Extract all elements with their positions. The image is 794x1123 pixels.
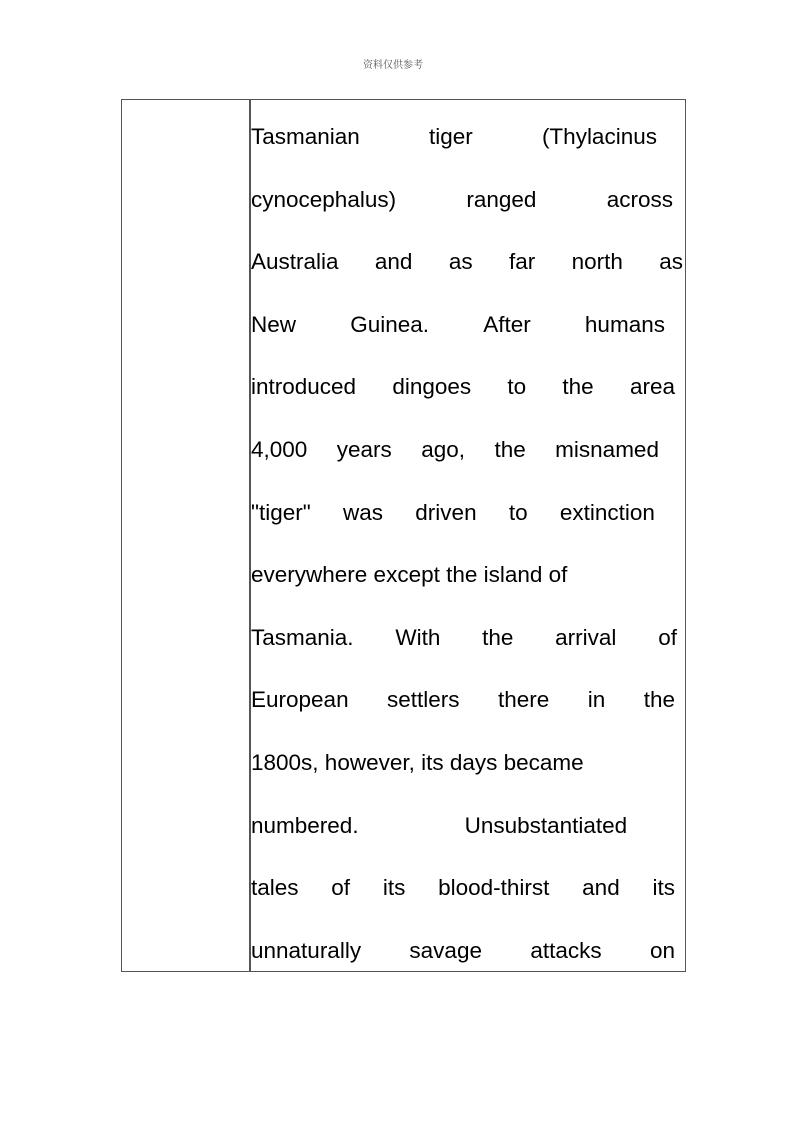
- text-word: misnamed: [555, 437, 659, 462]
- text-word: in: [587, 687, 606, 713]
- text-word: extinction: [559, 499, 655, 525]
- text-word: and: [582, 875, 620, 901]
- text-line: [251, 813, 683, 839]
- text-word: its: [382, 875, 406, 901]
- document-table: [121, 99, 686, 972]
- text-word: introduced: [251, 374, 357, 400]
- text-word: attacks: [530, 937, 602, 963]
- text-word: Unsubstantiated: [464, 812, 628, 838]
- text-line: [251, 875, 675, 901]
- text-line: [251, 312, 665, 338]
- text-line: [251, 500, 655, 526]
- text-line: [251, 687, 675, 713]
- text-word: to: [507, 374, 527, 400]
- text-word: 1800s, however, its days became: [251, 750, 584, 775]
- text-word: Tasmanian: [251, 124, 360, 149]
- table-right-cell: [251, 100, 683, 971]
- text-word: After: [483, 311, 531, 337]
- text-word: as: [659, 249, 683, 275]
- text-word: New: [251, 311, 297, 337]
- text-word: of: [658, 624, 677, 650]
- text-word: dingoes: [392, 374, 472, 400]
- text-word: its: [652, 875, 675, 901]
- text-word: savage: [409, 937, 482, 963]
- text-word: years: [336, 437, 392, 462]
- text-line: [251, 187, 673, 213]
- text-word: driven: [415, 499, 477, 525]
- text-word: as: [448, 249, 473, 275]
- page-header-note: 资料仅供参考: [363, 60, 423, 71]
- text-word: of: [331, 875, 351, 901]
- text-line: [251, 249, 683, 275]
- text-word: Guinea.: [350, 311, 430, 337]
- text-line: [251, 562, 683, 588]
- text-word: was: [343, 499, 384, 525]
- text-word: tales: [251, 875, 299, 901]
- text-line: [251, 938, 675, 964]
- text-line: [251, 437, 659, 463]
- text-word: 4,000: [251, 437, 308, 462]
- table-left-cell: [122, 100, 251, 971]
- text-line: [251, 374, 675, 400]
- text-word: the: [643, 687, 675, 713]
- text-word: to: [508, 499, 528, 525]
- text-word: cynocephalus): [251, 186, 397, 212]
- text-word: humans: [584, 311, 665, 337]
- text-word: the: [482, 624, 514, 650]
- text-word: and: [374, 249, 413, 275]
- text-word: settlers: [387, 687, 460, 713]
- text-word: European: [251, 687, 349, 713]
- text-word: the: [562, 374, 594, 400]
- text-line: [251, 625, 677, 651]
- text-word: there: [498, 687, 550, 713]
- text-word: ago,: [421, 437, 466, 462]
- text-word: blood-thirst: [438, 875, 550, 901]
- text-line: [251, 124, 657, 150]
- text-word: arrival: [555, 624, 617, 650]
- text-word: area: [629, 374, 675, 400]
- text-word: With: [395, 624, 441, 650]
- text-word: across: [606, 186, 673, 212]
- text-word: on: [649, 937, 675, 963]
- text-word: tiger: [428, 124, 473, 149]
- text-line: [251, 750, 683, 776]
- text-word: north: [571, 249, 623, 275]
- text-word: far: [508, 249, 536, 275]
- text-word: ranged: [466, 186, 537, 212]
- text-word: "tiger": [251, 499, 311, 525]
- text-word: Tasmania.: [251, 624, 354, 650]
- text-word: everywhere except the island of: [251, 562, 568, 588]
- text-word: Australia: [251, 249, 339, 275]
- text-word: (Thylacinus: [541, 124, 657, 149]
- text-word: unnaturally: [251, 937, 362, 963]
- text-word: the: [494, 437, 526, 462]
- text-word: numbered.: [251, 812, 359, 838]
